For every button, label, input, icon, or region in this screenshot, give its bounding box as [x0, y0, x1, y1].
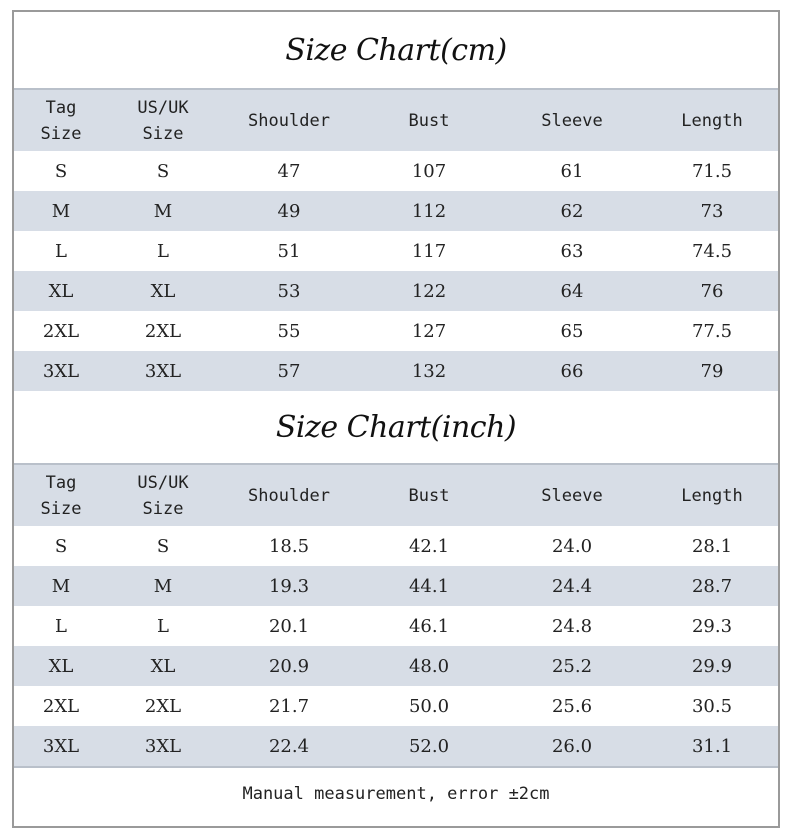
table-cell: 49	[277, 200, 301, 222]
table-row	[14, 726, 778, 766]
table-cell: 53	[277, 280, 301, 302]
table-row	[14, 686, 778, 726]
column-header	[218, 89, 360, 151]
table-cell: 48.0	[408, 655, 450, 677]
table-cell: 64	[560, 280, 584, 302]
column-header	[14, 89, 108, 151]
table-cell: L	[157, 240, 169, 262]
column-header-line: Size	[40, 123, 82, 144]
column-header-line: Shoulder	[248, 110, 330, 131]
column-header	[218, 464, 360, 526]
column-header	[498, 464, 646, 526]
table-row	[14, 646, 778, 686]
column-header-line: US/UK	[137, 472, 189, 493]
table-cell: 20.1	[268, 615, 310, 637]
column-header	[360, 464, 498, 526]
column-header-line: Shoulder	[248, 485, 330, 506]
column-header-line: Size	[142, 123, 184, 144]
table-cell: S	[54, 160, 68, 182]
table-cell: 19.3	[268, 575, 310, 597]
table-cell: 66	[560, 360, 584, 382]
table-cell: 112	[411, 200, 447, 222]
table-cell: 71.5	[691, 160, 733, 182]
column-header-line: Size	[40, 498, 82, 519]
table-cell: 107	[411, 160, 447, 182]
table-cell: 30.5	[691, 695, 733, 717]
table-cell: 3XL	[42, 360, 80, 382]
table-cell: 20.9	[268, 655, 310, 677]
table-cell: 77.5	[691, 320, 733, 342]
table-cell: 25.6	[551, 695, 593, 717]
table-cell: 63	[560, 240, 584, 262]
column-header	[14, 464, 108, 526]
table-row	[14, 566, 778, 606]
column-header-line: Sleeve	[541, 110, 603, 131]
table-row	[14, 351, 778, 391]
column-header	[498, 89, 646, 151]
table-cell: 29.9	[691, 655, 733, 677]
table-cell: 44.1	[408, 575, 450, 597]
table-cell: 2XL	[144, 320, 182, 342]
table-cell: 25.2	[551, 655, 593, 677]
table-cell: 57	[277, 360, 301, 382]
table-cell: 46.1	[408, 615, 450, 637]
table-cell: 2XL	[42, 695, 80, 717]
table-cell: 117	[411, 240, 447, 262]
table-cell: 76	[700, 280, 724, 302]
column-header-line: Sleeve	[541, 485, 603, 506]
inch-table-title: Size Chart(inch)	[275, 409, 517, 445]
cm-table-title: Size Chart(cm)	[285, 32, 507, 68]
table-cell: 24.4	[551, 575, 593, 597]
table-cell: XL	[48, 280, 74, 302]
column-header-line: Length	[681, 110, 743, 131]
table-cell: 51	[277, 240, 301, 262]
table-cell: 55	[277, 320, 301, 342]
table-row	[14, 231, 778, 271]
table-cell: XL	[150, 655, 176, 677]
column-header-line: US/UK	[137, 97, 189, 118]
table-cell: 132	[411, 360, 447, 382]
table-cell: M	[51, 575, 71, 597]
column-header	[108, 89, 218, 151]
table-cell: 52.0	[408, 735, 450, 757]
header-row	[14, 89, 778, 151]
column-header	[646, 464, 778, 526]
size-chart-frame	[12, 10, 780, 828]
table-cell: 42.1	[408, 535, 450, 557]
column-header-line: Bust	[408, 485, 450, 506]
table-cell: 3XL	[144, 360, 182, 382]
table-cell: S	[156, 160, 170, 182]
column-header-line: Tag	[45, 472, 77, 493]
table-cell: XL	[150, 280, 176, 302]
table-cell: 2XL	[144, 695, 182, 717]
cm-size-table	[14, 88, 778, 391]
table-cell: 18.5	[268, 535, 310, 557]
table-row	[14, 526, 778, 566]
table-cell: M	[51, 200, 71, 222]
table-cell: 73	[700, 200, 724, 222]
table-row	[14, 151, 778, 191]
table-cell: 79	[700, 360, 724, 382]
column-header-line: Bust	[408, 110, 450, 131]
table-row	[14, 191, 778, 231]
table-cell: 3XL	[144, 735, 182, 757]
header-row	[14, 464, 778, 526]
table-cell: 26.0	[551, 735, 593, 757]
table-cell: L	[55, 240, 67, 262]
table-cell: 62	[560, 200, 584, 222]
table-cell: XL	[48, 655, 74, 677]
column-header-line: Size	[142, 498, 184, 519]
table-cell: 24.8	[551, 615, 593, 637]
table-cell: 31.1	[691, 735, 733, 757]
table-cell: M	[153, 575, 173, 597]
table-cell: 22.4	[268, 735, 310, 757]
table-cell: 122	[411, 280, 447, 302]
table-cell: 50.0	[408, 695, 450, 717]
table-cell: M	[153, 200, 173, 222]
column-header-line: Length	[681, 485, 743, 506]
table-cell: L	[157, 615, 169, 637]
table-cell: 28.7	[691, 575, 733, 597]
table-cell: 61	[560, 160, 584, 182]
table-cell: 47	[277, 160, 301, 182]
measurement-note: Manual measurement, error ±2cm	[14, 766, 778, 820]
table-row	[14, 271, 778, 311]
table-cell: S	[156, 535, 170, 557]
table-cell: 127	[411, 320, 447, 342]
column-header-line: Tag	[45, 97, 77, 118]
table-cell: 65	[560, 320, 584, 342]
table-row	[14, 606, 778, 646]
column-header	[360, 89, 498, 151]
table-cell: L	[55, 615, 67, 637]
column-header	[108, 464, 218, 526]
table-cell: 3XL	[42, 735, 80, 757]
table-row	[14, 311, 778, 351]
table-cell: 24.0	[551, 535, 593, 557]
inch-size-table	[14, 463, 778, 766]
table-cell: S	[54, 535, 68, 557]
table-cell: 29.3	[691, 615, 733, 637]
table-cell: 21.7	[268, 695, 310, 717]
table-cell: 28.1	[691, 535, 733, 557]
table-cell: 74.5	[691, 240, 733, 262]
column-header	[646, 89, 778, 151]
table-cell: 2XL	[42, 320, 80, 342]
